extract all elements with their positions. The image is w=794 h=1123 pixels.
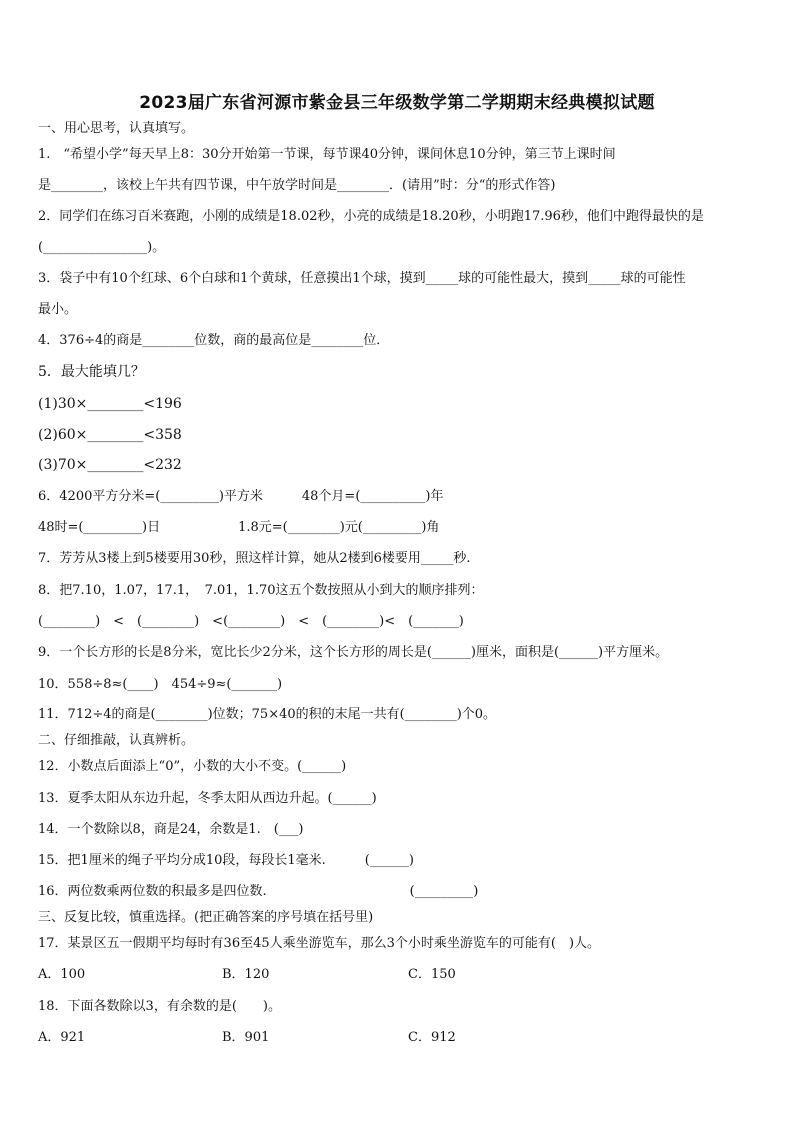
question-8-line-1: 8．把7.10，1.07，17.1， 7.01，1.70这五个数按照从小到大的顺序排列： — [38, 583, 484, 598]
question-18-option-c: C．912 — [408, 1030, 456, 1045]
question-1-line-1: 1. “希望小学”每天早上8：30分开始第一节课，每节课40分钟，课间休息10分钟，第三节上课时间 — [38, 147, 616, 162]
question-17-option-a: A．100 — [38, 967, 86, 982]
question-7: 7．芳芳从3楼上到5楼要用30秒，照这样计算，她从2楼到6楼要用_____秒. — [38, 551, 471, 566]
question-9: 9．一个长方形的长是8分米，宽比长少2分米，这个长方形的周长是(______)厘米，面积是(______)平方厘米。 — [38, 645, 669, 660]
section-1-heading: 一、用心思考，认真填写。 — [38, 121, 195, 136]
question-5-item-2: (2)60×________<358 — [38, 427, 182, 443]
question-10: 10．558÷8≈(____) 454÷9≈(_______) — [38, 677, 283, 692]
question-4: 4．376÷4的商是________位数，商的最高位是________位． — [38, 333, 390, 348]
question-14: 14．一个数除以8，商是24，余数是1. (___) — [38, 822, 304, 837]
question-15: 15．把1厘米的绳子平均分成10段，每段长1毫米. (______) — [38, 853, 414, 868]
question-5-item-3: (3)70×________<232 — [38, 457, 182, 473]
question-1-line-2: 是________，该校上午共有四节课，中午放学时间是________．(请用”时：分“的形式作答) — [38, 178, 556, 193]
page-title: 2023届广东省河源市紫金县三年级数学第二学期期末经典模拟试题 — [139, 93, 655, 113]
question-17: 17．某景区五一假期平均每时有36至45人乘坐游览车，那么3个小时乘坐游览车的可能有( )人。 — [38, 936, 601, 951]
question-2-line-1: 2．同学们在练习百米赛跑，小刚的成绩是18.02秒，小亮的成绩是18.20秒，小明跑17.96秒，他们中跑得最快的是 — [38, 209, 704, 224]
question-8-line-2: (________) < (________) <(________) < (________)< (_______) — [38, 614, 464, 629]
question-12: 12．小数点后面添上“0”，小数的大小不变。(______) — [38, 759, 347, 774]
question-11: 11．712÷4的商是(________)位数；75×40的积的末尾一共有(________)个0。 — [38, 707, 497, 722]
question-13: 13．夏季太阳从东边升起，冬季太阳从西边升起。(______) — [38, 791, 377, 806]
question-3-line-1: 3．袋子中有10个红球、6个白球和1个黄球，任意摸出1个球，摸到_____球的可能性最大，摸到_____球的可能性 — [38, 271, 686, 286]
section-3-heading: 三、反复比较，慎重选择。(把正确答案的序号填在括号里) — [38, 910, 374, 925]
question-5: 5．最大能填几？ — [38, 364, 145, 380]
section-2-heading: 二、仔细推敲，认真辨析。 — [38, 733, 195, 748]
question-3-line-2: 最小。 — [38, 302, 78, 317]
question-5-item-1: (1)30×________<196 — [38, 396, 182, 412]
question-6-line-1: 6．4200平方分米=(_________)平方米 48个月=(__________)年 — [38, 489, 444, 504]
question-18: 18．下面各数除以3，有余数的是( )。 — [38, 999, 281, 1014]
question-17-option-b: B．120 — [222, 967, 270, 982]
question-17-option-c: C．150 — [408, 967, 456, 982]
question-6-line-2: 48时=(_________)日 1.8元=(________)元(_________)角 — [38, 520, 440, 535]
question-18-option-b: B．901 — [222, 1030, 270, 1045]
question-18-option-a: A．921 — [38, 1030, 86, 1045]
question-16: 16．两位数乘两位数的积最多是四位数. (_________) — [38, 884, 479, 899]
question-2-line-2: (________________)。 — [38, 240, 166, 255]
